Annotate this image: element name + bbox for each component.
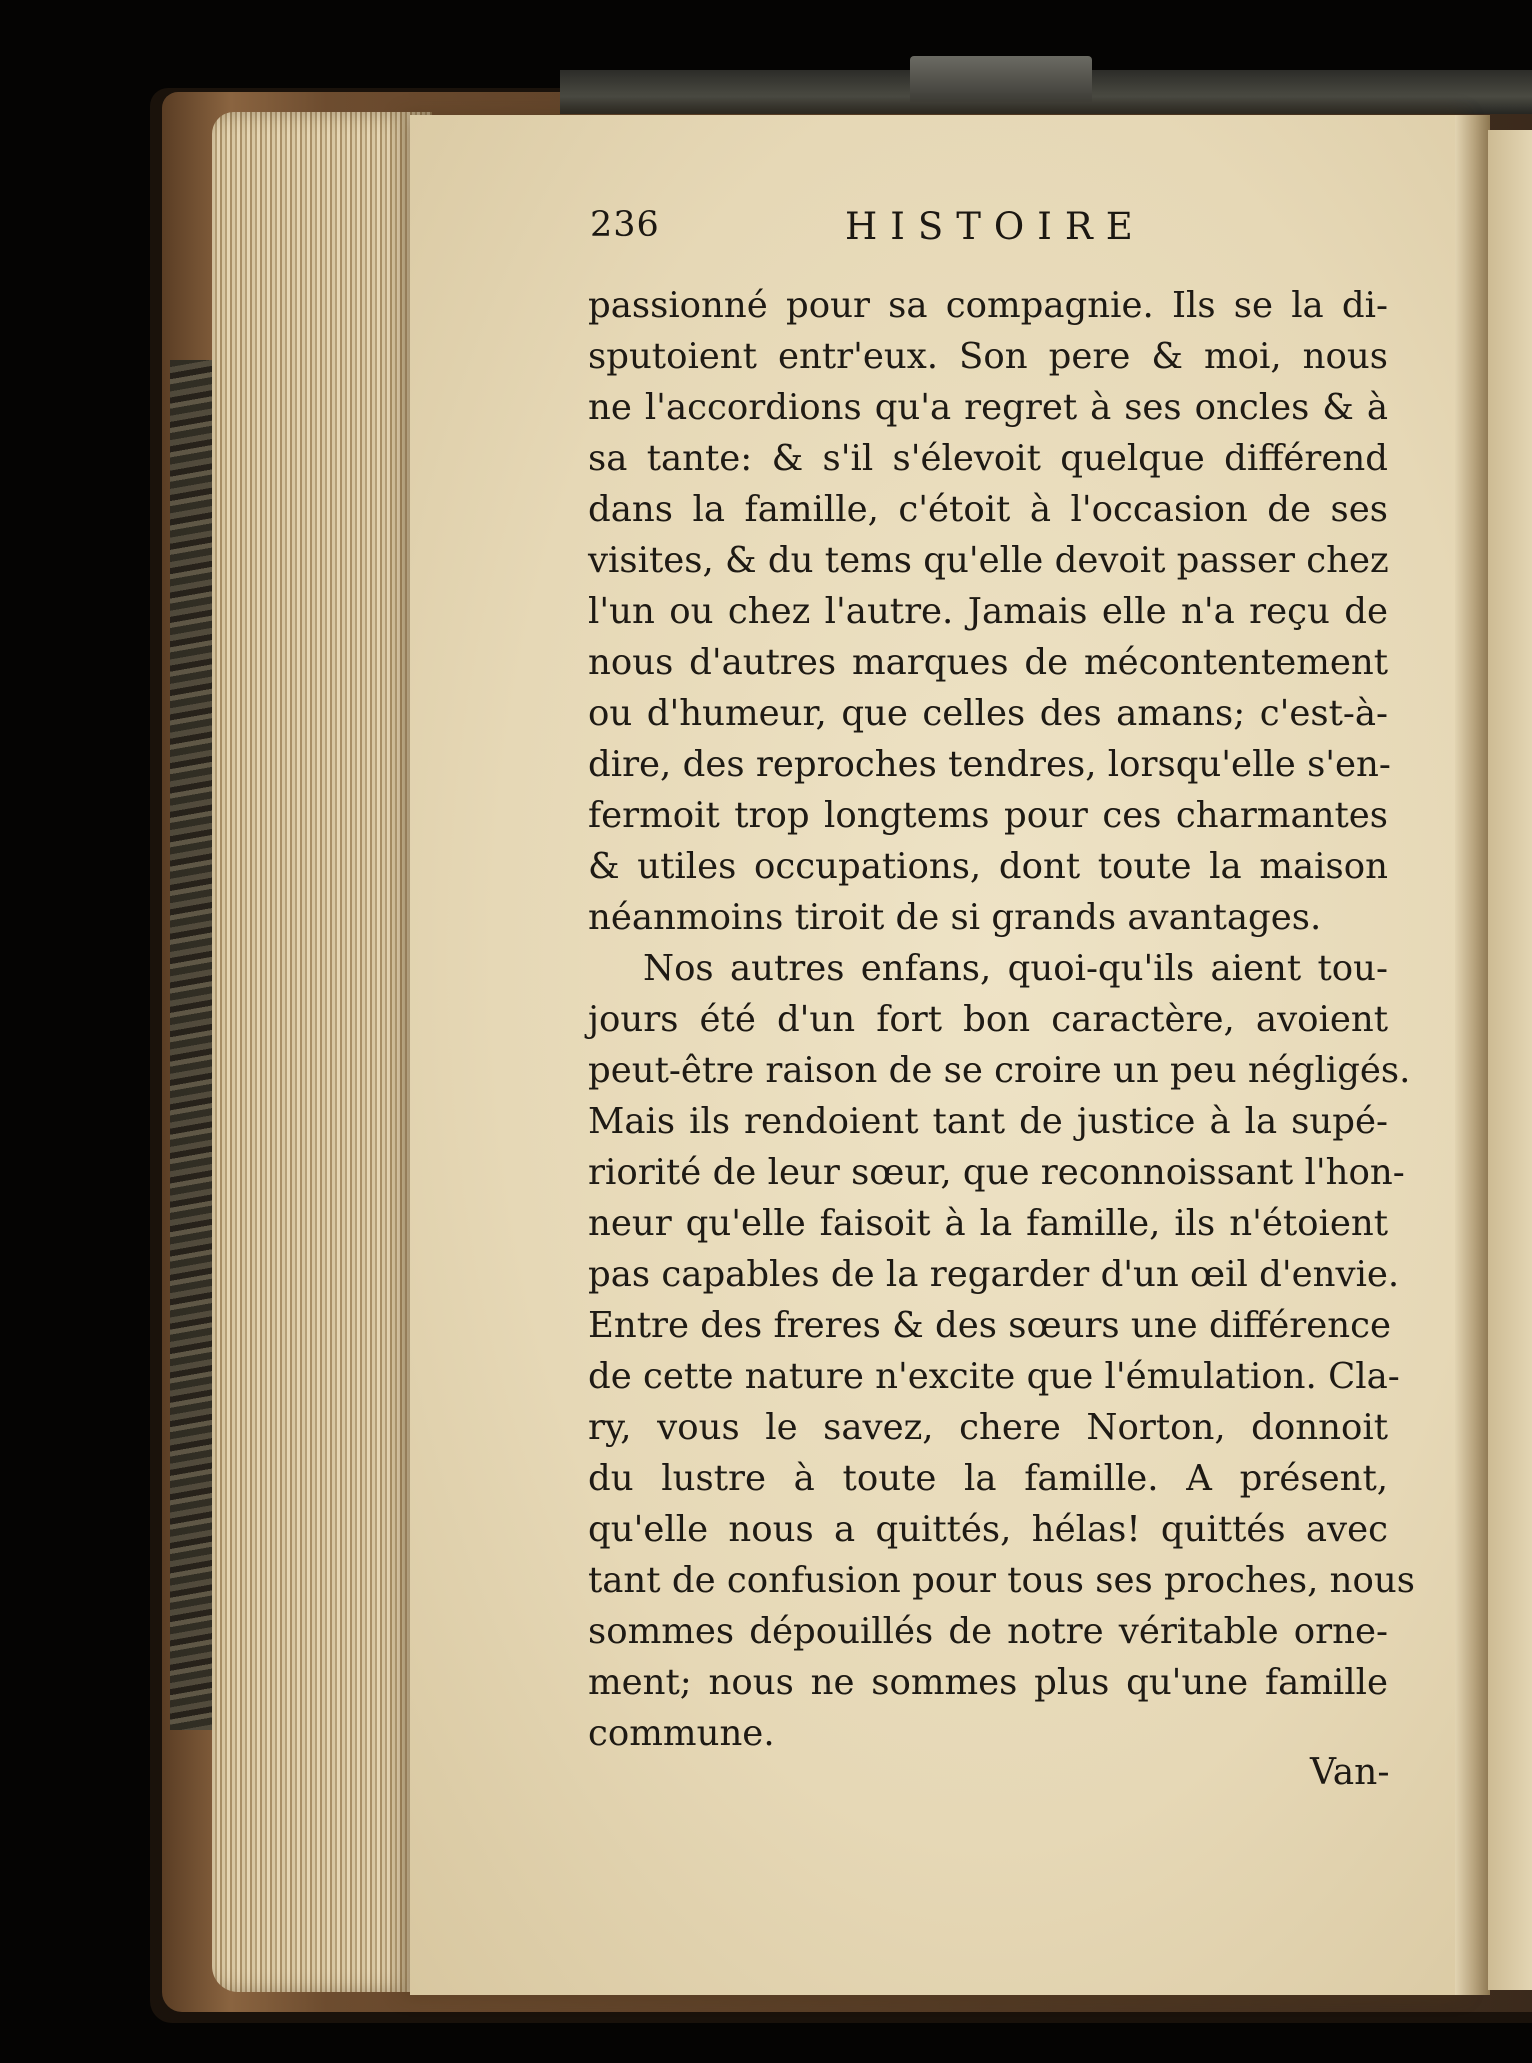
text-line: fermoit trop longtems pour ces charmantes xyxy=(588,795,1388,836)
page-gutter xyxy=(1455,115,1490,1995)
running-title: HISTOIRE xyxy=(845,205,1146,248)
text-line: qu'elle nous a quittés, hélas! quittés avec xyxy=(588,1509,1388,1550)
text-line: jours été d'un fort bon caractère, avoient xyxy=(588,999,1388,1040)
text-line: ne l'accordions qu'a regret à ses oncles & à xyxy=(588,387,1388,428)
text-line: sa tante: & s'il s'élevoit quelque différend xyxy=(588,438,1388,479)
text-line: & utiles occupations, dont toute la maison xyxy=(588,846,1388,887)
text-line: ry, vous le savez, chere Norton, donnoit xyxy=(588,1407,1388,1448)
text-line: ou d'humeur, que celles des amans; c'est-à- xyxy=(588,693,1388,734)
bookmark-ribbon xyxy=(910,56,1092,102)
text-line: nous d'autres marques de mécontentement xyxy=(588,642,1388,683)
text-line: commune. xyxy=(588,1713,775,1754)
text-line: pas capables de la regarder d'un œil d'envie. xyxy=(588,1254,1400,1295)
page-header xyxy=(590,205,1150,255)
text-line: sputoient entr'eux. Son pere & moi, nous xyxy=(588,336,1388,377)
text-line: sommes dépouillés de notre véritable orne- xyxy=(588,1611,1388,1652)
text-line: riorité de leur sœur, que reconnoissant l'hon- xyxy=(588,1152,1405,1193)
stacked-page-edges xyxy=(212,112,432,1992)
text-line: Entre des freres & des sœurs une différence xyxy=(588,1305,1391,1346)
page-number: 236 xyxy=(590,205,660,245)
catchword: Van- xyxy=(1310,1752,1390,1793)
text-line: tant de confusion pour tous ses proches, nous xyxy=(588,1560,1415,1601)
text-line: ment; nous ne sommes plus qu'une famille xyxy=(588,1662,1388,1703)
text-line: neur qu'elle faisoit à la famille, ils n'étoient xyxy=(588,1203,1388,1244)
text-line: Mais ils rendoient tant de justice à la supé- xyxy=(588,1101,1388,1142)
text-line: Nos autres enfans, quoi-qu'ils aient tou- xyxy=(643,948,1388,989)
text-line: du lustre à toute la famille. A présent, xyxy=(588,1458,1388,1499)
body-text xyxy=(588,280,1415,1759)
text-line: peut-être raison de se croire un peu négligés. xyxy=(588,1050,1411,1091)
text-line: néanmoins tiroit de si grands avantages. xyxy=(588,897,1322,938)
text-line: l'un ou chez l'autre. Jamais elle n'a reçu de xyxy=(588,591,1388,632)
text-line: passionné pour sa compagnie. Ils se la di- xyxy=(588,285,1388,326)
text-line: visites, & du tems qu'elle devoit passer chez xyxy=(588,540,1389,581)
text-line: de cette nature n'excite que l'émulation. Cla- xyxy=(588,1356,1400,1397)
facing-page-edge xyxy=(1488,130,1532,1990)
text-line: dans la famille, c'étoit à l'occasion de ses xyxy=(588,489,1388,530)
text-line: dire, des reproches tendres, lorsqu'elle s'en- xyxy=(588,744,1391,785)
